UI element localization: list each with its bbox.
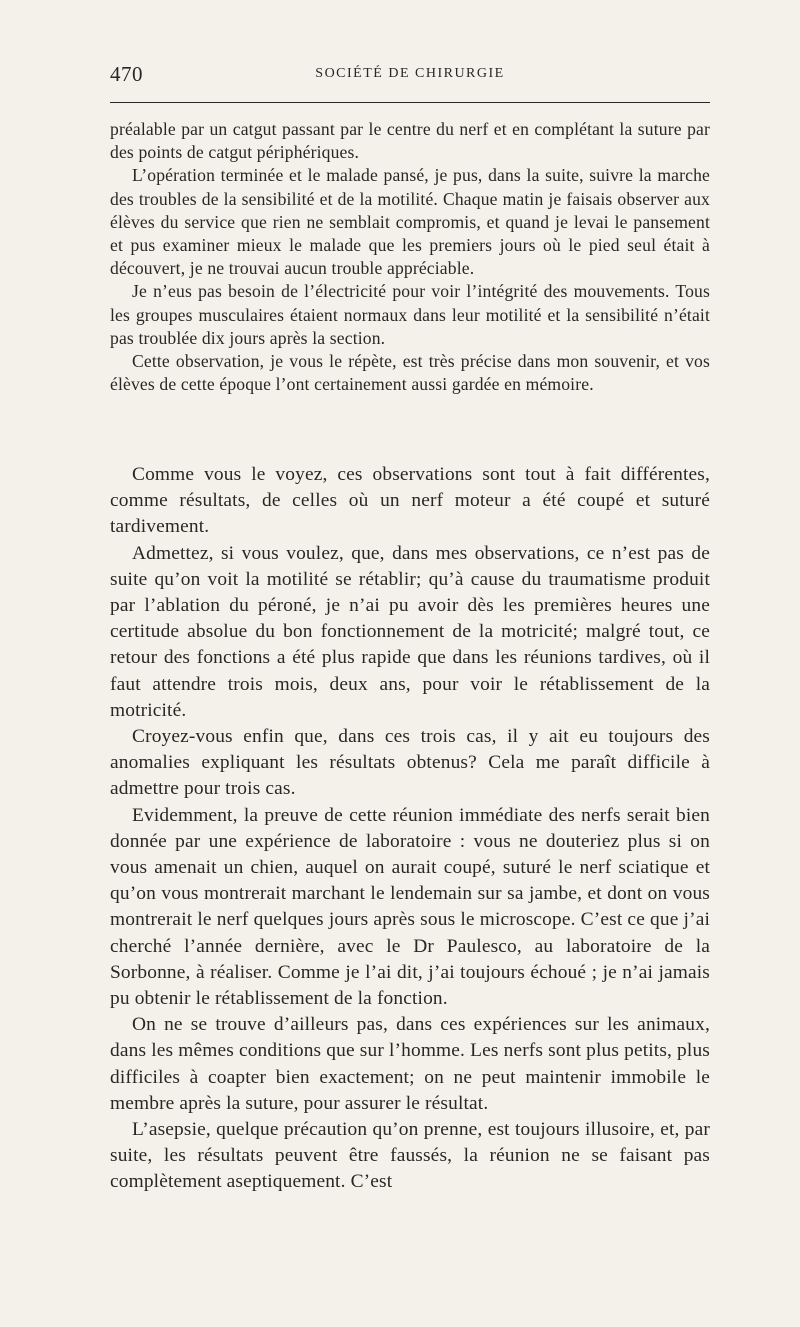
main-text-section (110, 462, 710, 1196)
paragraph: Croyez-vous enfin que, dans ces trois cas, il y ait eu toujours des anomalies expliquant les résultats obtenus? Cela me paraît difficile à admettre pour trois cas. (110, 726, 710, 800)
small-print-section (110, 118, 710, 396)
header-rule (110, 102, 710, 103)
page-header (110, 62, 710, 90)
paragraph: L’opération terminée et le malade pansé, je pus, dans la suite, suivre la marche des troubles de la sensibilité et de la motilité. Chaque matin je faisais observer aux élèves du service que rien ne semblait compromis, et quand je levai le pansement et pus examiner mieux le malade que les premiers jours où le pied seul était à découvert, je ne trouvai aucun trouble appréciable. (110, 165, 710, 279)
paragraph: L’asepsie, quelque précaution qu’on prenne, est toujours illusoire, et, par suite, les résultats peuvent être faussés, la réunion ne se faisant pas complètement aseptiquement. C’est (110, 1119, 710, 1193)
paragraph: Admettez, si vous voulez, que, dans mes observations, ce n’est pas de suite qu’on voit la motilité se rétablir; qu’à cause du traumatisme produit par l’ablation du péroné, je n’ai pu avoir dès les premières heures une certitude absolue du bon fonctionnement de la motricité; malgré tout, ce retour des fonctions a été plus rapide que dans les réunions tardives, où il faut attendre trois mois, deux ans, pour voir le rétablissement de la motricité. (110, 542, 710, 721)
page-number: 470 (110, 62, 143, 86)
paragraph: Je n’eus pas besoin de l’électricité pour voir l’intégrité des mouvements. Tous les groupes musculaires étaient normaux dans leur motilité et la sensibilité n’était pas troublée dix jours après la section. (110, 281, 710, 348)
paragraph-continuation: préalable par un catgut passant par le centre du nerf et en complétant la suture par des points de catgut périphériques. (110, 119, 710, 163)
paragraph: Evidemment, la preuve de cette réunion immédiate des nerfs serait bien donnée par une expérience de laboratoire : vous ne douteriez plus si on vous amenait un chien, auquel on aurait coupé, suturé le nerf sciatique et qu’on vous montrerait marchant le lendemain sur sa jambe, et dont on vous montrerait le nerf quelques jours après sous le microscope. C’est ce que j’ai cherché l’année dernière, avec le Dr Paulesco, au laboratoire de la Sorbonne, à réaliser. Comme je l’ai dit, j’ai toujours échoué ; je n’ai jamais pu obtenir le rétablissement de la fonction. (110, 804, 710, 1010)
paragraph: Comme vous le voyez, ces observations sont tout à fait différentes, comme résultats, de celles où un nerf moteur a été coupé et suturé tardivement. (110, 464, 710, 538)
running-title: SOCIÉTÉ DE CHIRURGIE (315, 66, 505, 81)
paragraph: Cette observation, je vous le répète, est très précise dans mon souvenir, et vos élèves de cette époque l’ont certainement aussi gardée en mémoire. (110, 351, 710, 395)
paragraph: On ne se trouve d’ailleurs pas, dans ces expériences sur les animaux, dans les mêmes conditions que sur l’homme. Les nerfs sont plus petits, plus difficiles à coapter bien exactement; on ne peut maintenir immobile le membre après la suture, pour assurer le résultat. (110, 1014, 710, 1114)
